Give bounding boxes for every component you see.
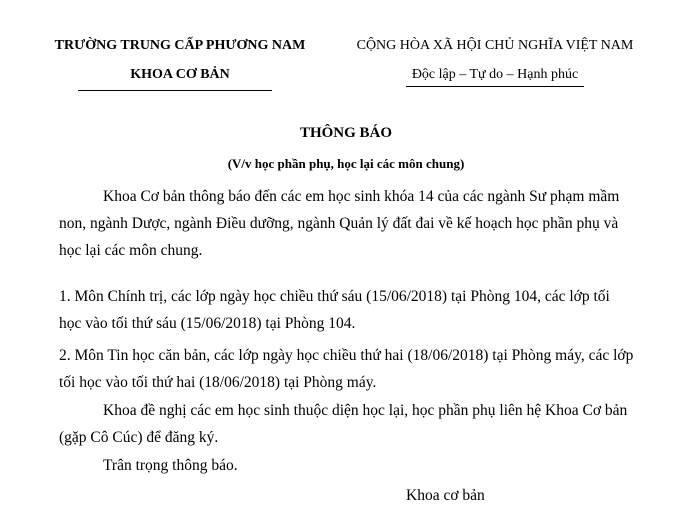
header-divider bbox=[78, 90, 272, 91]
item-informatics-paragraph: 2. Môn Tin học căn bản, các lớp ngày học chiều thứ hai (18/06/2018) tại Phòng máy, các lớp tối học vào tối thứ hai (18/06/2018) tại Phòng máy. bbox=[59, 347, 634, 391]
national-header bbox=[345, 36, 645, 87]
national-motto: Độc lập – Tự do – Hạnh phúc bbox=[406, 65, 584, 87]
document-title: THÔNG BÁO bbox=[299, 125, 393, 141]
signature-line: Khoa cơ bản bbox=[406, 487, 485, 504]
school-name: TRƯỜNG TRUNG CẤP PHƯƠNG NAM bbox=[54, 38, 306, 53]
request-paragraph: Khoa đề nghị các em học sinh thuộc diện học lại, học phần phụ liên hệ Khoa Cơ bản (gặp Cô Cúc) để đăng ký. bbox=[59, 402, 628, 446]
country-name: CỘNG HÒA XÃ HỘI CHỦ NGHĨA VIỆT NAM bbox=[356, 38, 634, 53]
item-politics-paragraph: 1. Môn Chính trị, các lớp ngày học chiều thứ sáu (15/06/2018) tại Phòng 104, các lớp tối học vào tối thứ sáu (15/06/2018) tại Phòng 104. bbox=[59, 288, 610, 332]
intro-paragraph: Khoa Cơ bản thông báo đến các em học sinh khóa 14 của các ngành Sư phạm mầm non, ngành Dược, ngành Điều dưỡng, ngành Quản lý đất đai về kế hoạch học phần phụ và học lại các môn chung. bbox=[59, 188, 620, 259]
document-subject: (V/v học phần phụ, học lại các môn chung) bbox=[227, 156, 465, 171]
department-name: KHOA CƠ BẢN bbox=[130, 67, 230, 82]
issuer-header bbox=[45, 36, 315, 85]
closing-paragraph: Trân trọng thông báo. bbox=[103, 457, 238, 474]
